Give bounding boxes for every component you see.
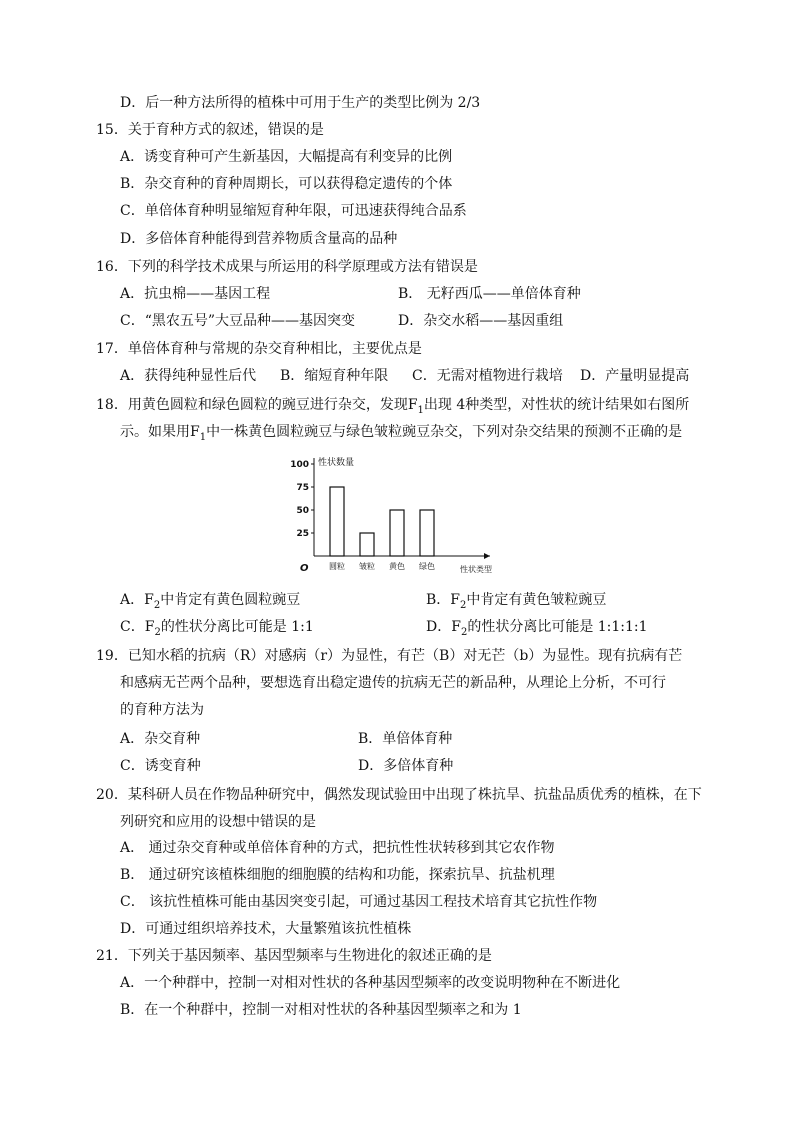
q18-option-b: B．$F_2$中肯定有黄色皱粒豌豆 [426,592,607,611]
bar-4 [420,510,434,556]
q20-stem-line1: 20．某科研人员在作物品种研究中，偶然发现试验田中出现了株抗旱、抗盐品质优秀的植株，在下 [96,787,702,803]
q15-stem: 15．关于育种方式的叙述，错误的是 [96,122,324,138]
x-axis-label: 性状类型 [460,565,492,574]
q18-option-d: D．$F_2$的性状分离比可能是 1:1:1:1 [426,619,648,638]
q20-option-a: A． 通过杂交育种或单倍体育种的方式，把抗性性状转移到其它农作物 [120,840,555,856]
category-label: 皱粒 [359,562,375,571]
q19-stem-line3: 的育种方法为 [120,702,204,718]
q19-option-b: B．单倍体育种 [358,731,453,747]
q21-option-b: B．在一个种群中，控制一对相对性状的各种基因型频率之和为 1 [120,1002,522,1018]
y-tick-label: 25 [296,529,309,539]
q21-option-a: A．一个种群中，控制一对相对性状的各种基因型频率的改变说明物种在不断进化 [120,975,621,991]
q15-option-d: D．多倍体育种能得到营养物质含量高的品种 [120,231,398,247]
y-tick-label: 100 [290,460,309,470]
q19-option-d: D．多倍体育种 [358,758,454,774]
q14-option-d: D．后一种方法所得的植株中可用于生产的类型比例为 2/3 [120,95,481,111]
category-label: 绿色 [419,562,435,571]
origin-label: O [300,563,309,574]
q17-stem: 17．单倍体育种与常规的杂交育种相比，主要优点是 [96,341,422,357]
q18-stem-line1: 18．用黄色圆粒和绿色圆粒的豌豆进行杂交，发现$F_1$出现 4种类型，对性状的统计结果如右图所 [96,397,690,416]
q20-option-c: C． 该抗性植株可能由基因突变引起，可通过基因工程技术培育其它抗性作物 [120,894,598,910]
q17-option-b: B．缩短育种年限 [280,368,389,384]
q20-option-d: D．可通过组织培养技术，大量繁殖该抗性植株 [120,921,412,937]
category-label: 黄色 [389,562,405,571]
x-axis-arrow [484,553,490,559]
bar-2 [360,533,374,556]
y-tick-label: 75 [296,483,309,493]
category-label: 圆粒 [329,562,345,571]
trait-bar-chart [290,452,500,582]
q16-option-b: B． 无籽西瓜——单倍体育种 [398,286,581,302]
q18-option-c: C．$F_2$的性状分离比可能是 1:1 [120,619,314,638]
q17-option-d: D．产量明显提高 [580,368,690,384]
q15-option-b: B．杂交育种的育种周期长，可以获得稳定遗传的个体 [120,176,453,192]
q17-option-c: C．无需对植物进行栽培 [412,368,563,384]
q20-option-b: B． 通过研究该植株细胞的细胞膜的结构和功能，探索抗旱、抗盐机理 [120,867,555,883]
q20-stem-line2: 列研究和应用的设想中错误的是 [120,814,316,830]
q16-option-d: D．杂交水稻——基因重组 [398,313,564,329]
q19-stem-line1: 19．已知水稻的抗病（R）对感病（r）为显性，有芒（B）对无芒（b）为显性。现有抗病有芒 [96,648,683,664]
q15-option-a: A．诱变育种可产生新基因，大幅提高有利变异的比例 [120,149,453,165]
q16-stem: 16．下列的科学技术成果与所运用的科学原理或方法有错误是 [96,259,478,275]
bar-3 [390,510,404,556]
q17-option-a: A．获得纯种显性后代 [120,368,257,384]
q16-option-a: A．抗虫棉——基因工程 [120,286,271,302]
y-tick-label: 50 [296,506,309,516]
q18-stem-line2: 示。如果用$F_1$中一株黄色圆粒豌豆与绿色皱粒豌豆杂交，下列对杂交结果的预测不正确的是 [120,424,683,443]
q21-stem: 21．下列关于基因频率、基因型频率与生物进化的叙述正确的是 [96,948,492,964]
q16-option-c: C．“黑农五号”大豆品种——基因突变 [120,313,356,329]
q19-stem-line2: 和感病无芒两个品种，要想选育出稳定遗传的抗病无芒的新品种，从理论上分析，不可行 [120,675,666,691]
q18-option-a: A．$F_2$中肯定有黄色圆粒豌豆 [120,592,301,611]
y-axis-label: 性状数量 [318,458,355,468]
bar-1 [330,487,344,556]
q19-option-a: A．杂交育种 [120,731,201,747]
q15-option-c: C．单倍体育种明显缩短育种年限，可迅速获得纯合品系 [120,203,467,219]
q19-option-c: C．诱变育种 [120,758,201,774]
